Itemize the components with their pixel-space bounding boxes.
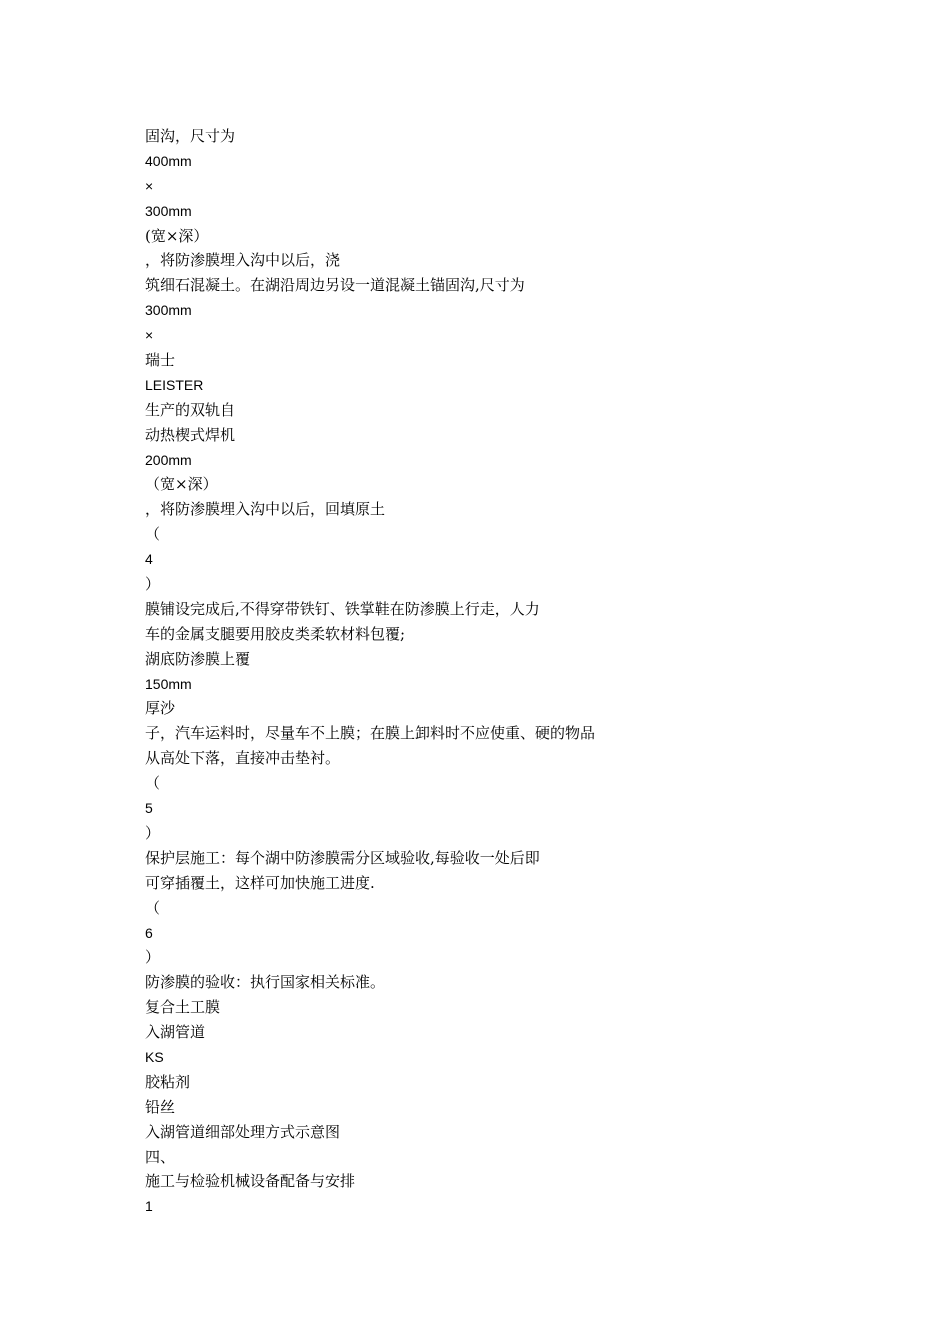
text-line: 膜铺设完成后,不得穿带铁钉、铁掌鞋在防渗膜上行走，人力 — [145, 599, 540, 618]
text-line: 4 — [145, 551, 153, 568]
text-line: （ — [145, 898, 161, 917]
text-line: 固沟，尺寸为 — [145, 127, 236, 145]
text-line: 200mm — [145, 451, 192, 468]
text-line: 从高处下落，直接冲击垫衬。 — [145, 749, 341, 768]
text-line: ） — [145, 575, 161, 594]
text-line: 车的金属支腿要用胶皮类柔软材料包覆; — [145, 624, 406, 643]
text-line: 复合土工膜 — [145, 998, 221, 1017]
text-line: （ — [145, 774, 161, 793]
text-line: 6 — [145, 924, 153, 941]
text-line: 1 — [145, 1198, 153, 1215]
text-line: 胶粘剂 — [145, 1072, 191, 1091]
text-line: 筑细石混凝土。在湖沿周边另设一道混凝土锚固沟,尺寸为 — [145, 276, 525, 295]
document-body — [145, 124, 845, 1219]
text-line: 400mm — [145, 152, 192, 169]
text-line: (宽×深） — [145, 226, 209, 245]
text-line: 入湖管道细部处理方式示意图 — [145, 1122, 341, 1141]
text-line: 四、 — [145, 1147, 176, 1166]
text-line: × — [145, 177, 154, 194]
text-line: （ — [145, 525, 161, 544]
text-line: KS — [145, 1048, 164, 1065]
text-line: ，将防渗膜埋入沟中以后，回填原土 — [145, 500, 386, 519]
text-line: 湖底防渗膜上覆 — [145, 649, 251, 668]
text-line: ，将防渗膜埋入沟中以后，浇 — [145, 251, 341, 270]
text-line: （宽×深） — [145, 475, 218, 494]
text-line: 瑞士 — [145, 351, 176, 370]
text-line: 动热楔式焊机 — [145, 425, 236, 444]
text-line: 防渗膜的验收：执行国家相关标准。 — [145, 973, 386, 992]
text-line: 可穿插覆土，这样可加快施工进度. — [145, 873, 375, 892]
text-line: 子，汽车运料时，尽量车不上膜；在膜上卸料时不应使重、硬的物品 — [145, 724, 596, 743]
text-line: 厚沙 — [145, 699, 176, 718]
text-line: 5 — [145, 800, 153, 817]
text-line: ） — [145, 823, 161, 842]
text-line: × — [145, 327, 154, 344]
text-line: 300mm — [145, 202, 192, 219]
text-line: 保护层施工：每个湖中防渗膜需分区域验收,每验收一处后即 — [145, 848, 540, 867]
text-line: LEISTER — [145, 376, 204, 393]
text-line: 铅丝 — [145, 1097, 176, 1116]
text-line: 生产的双轨自 — [145, 400, 236, 419]
text-line: 施工与检验机械设备配备与安排 — [145, 1172, 356, 1191]
text-line: 150mm — [145, 675, 192, 692]
text-line: 300mm — [145, 302, 192, 319]
text-line: ） — [145, 948, 161, 967]
text-line: 入湖管道 — [145, 1023, 206, 1042]
